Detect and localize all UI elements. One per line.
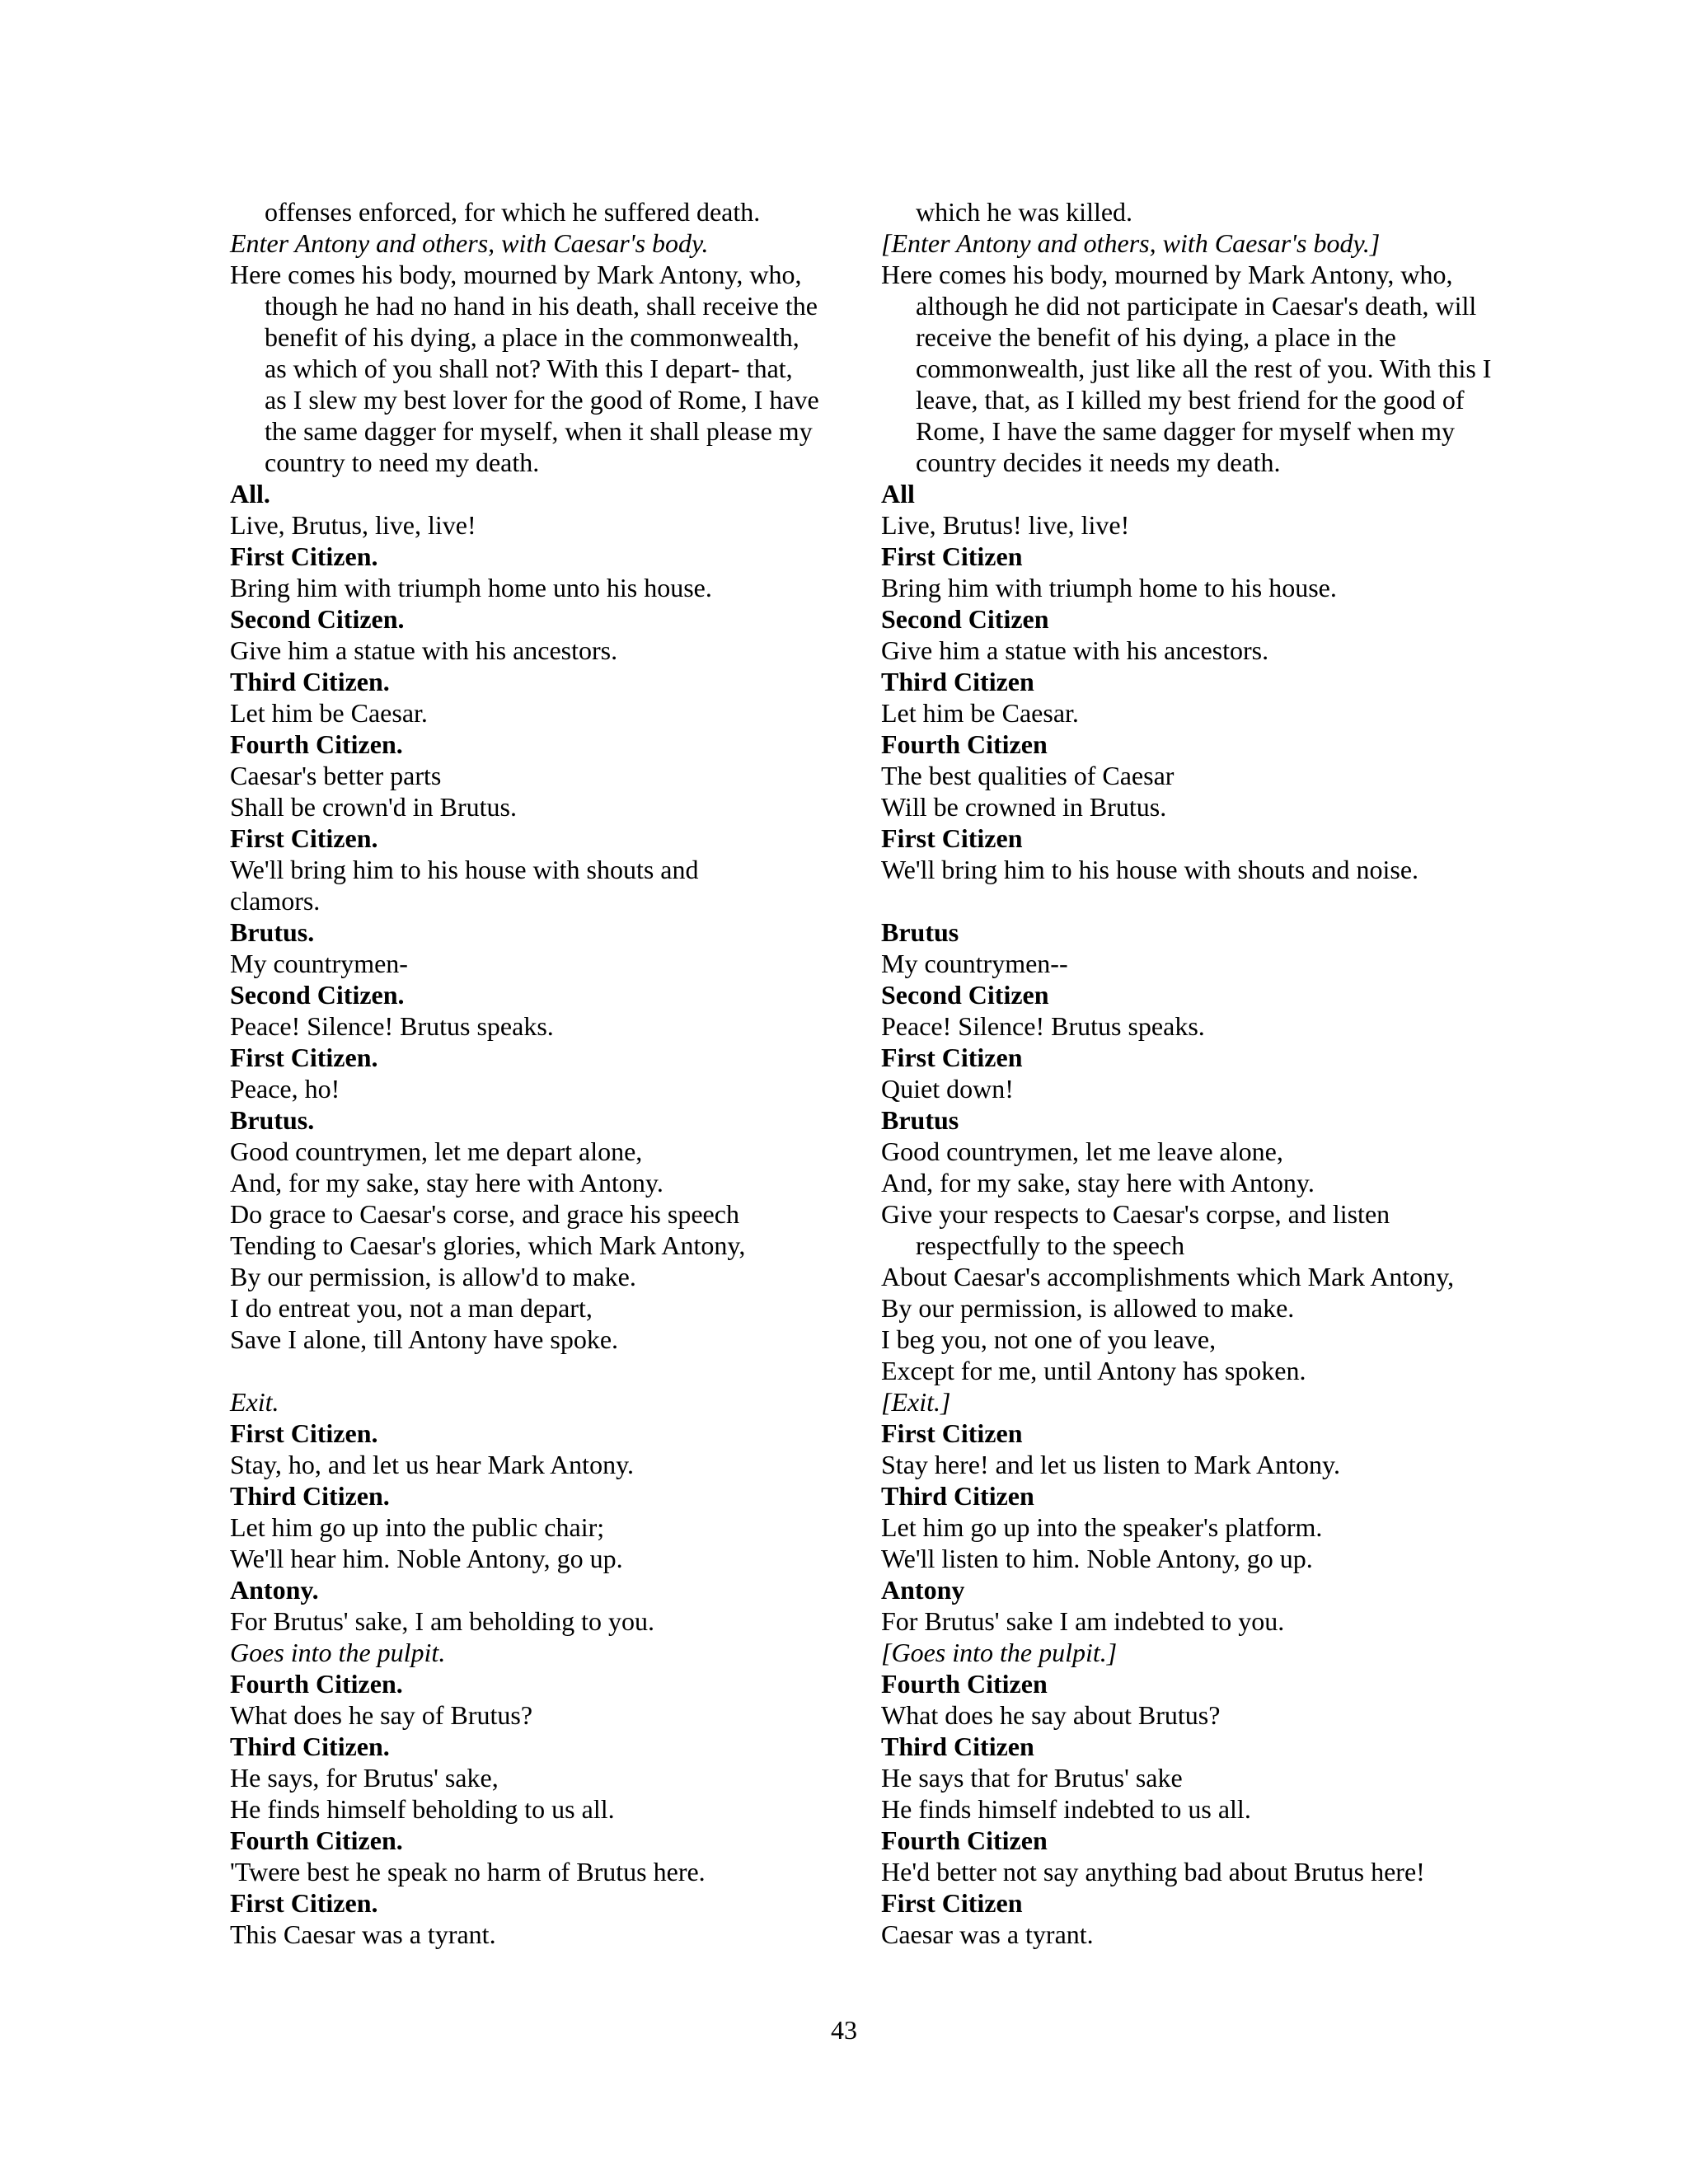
dialogue-line: We'll hear him. Noble Antony, go up. xyxy=(230,1544,623,1573)
speaker-name: Brutus xyxy=(881,917,959,947)
speaker-name: First Citizen. xyxy=(230,1043,378,1072)
dialogue-line-continued: offenses enforced, for which he suffered death. xyxy=(265,197,761,227)
dialogue-line-continued: respectfully to the speech xyxy=(916,1230,1185,1260)
speaker-name: Brutus xyxy=(881,1105,959,1135)
speaker-name: First Citizen xyxy=(881,1888,1023,1918)
dialogue-line: He finds himself indebted to us all. xyxy=(881,1794,1251,1824)
dialogue-line: We'll bring him to his house with shouts and xyxy=(230,855,699,884)
dialogue-line: Shall be crown'd in Brutus. xyxy=(230,792,517,822)
speaker-name: Fourth Citizen xyxy=(881,1669,1048,1699)
dialogue-line: Peace, ho! xyxy=(230,1074,340,1104)
speaker-name: First Citizen xyxy=(881,1418,1023,1448)
dialogue-line: Live, Brutus! live, live! xyxy=(881,510,1130,540)
speaker-name: Third Citizen xyxy=(881,1481,1034,1511)
dialogue-line: Good countrymen, let me depart alone, xyxy=(230,1137,643,1166)
dialogue-line: Peace! Silence! Brutus speaks. xyxy=(881,1011,1205,1041)
dialogue-line: Quiet down! xyxy=(881,1074,1014,1104)
dialogue-line: Will be crowned in Brutus. xyxy=(881,792,1167,822)
dialogue-line: Except for me, until Antony has spoken. xyxy=(881,1356,1306,1385)
speaker-name: Third Citizen xyxy=(881,667,1034,696)
page-number: 43 xyxy=(831,2015,857,2045)
speaker-name: Fourth Citizen xyxy=(881,729,1048,759)
dialogue-line-continued: commonwealth, just like all the rest of you. With this I xyxy=(916,354,1492,383)
speaker-name: First Citizen xyxy=(881,1043,1023,1072)
stage-direction: [Goes into the pulpit.] xyxy=(881,1638,1118,1667)
dialogue-line: Stay here! and let us listen to Mark Antony. xyxy=(881,1450,1340,1479)
dialogue-line: For Brutus' sake, I am beholding to you. xyxy=(230,1606,655,1636)
speaker-name: Third Citizen. xyxy=(230,1732,390,1761)
dialogue-line: And, for my sake, stay here with Antony. xyxy=(230,1168,663,1197)
dialogue-line: He says, for Brutus' sake, xyxy=(230,1763,499,1793)
original-text-column xyxy=(230,196,881,1950)
speaker-name: First Citizen xyxy=(881,541,1023,571)
speaker-name: Antony xyxy=(881,1575,965,1605)
dialogue-line: Let him go up into the public chair; xyxy=(230,1512,605,1542)
dialogue-line: By our permission, is allow'd to make. xyxy=(230,1262,636,1291)
speaker-name: First Citizen. xyxy=(230,1888,378,1918)
dialogue-line: Bring him with triumph home unto his house. xyxy=(230,573,712,602)
dialogue-line: And, for my sake, stay here with Antony. xyxy=(881,1168,1315,1197)
dialogue-line: Give him a statue with his ancestors. xyxy=(881,635,1269,665)
speaker-name: All xyxy=(881,479,915,509)
stage-direction: Exit. xyxy=(230,1387,279,1417)
dialogue-line: Give him a statue with his ancestors. xyxy=(230,635,618,665)
dialogue-line: What does he say about Brutus? xyxy=(881,1700,1221,1730)
speaker-name: Fourth Citizen. xyxy=(230,729,403,759)
dialogue-line: He'd better not say anything bad about Brutus here! xyxy=(881,1857,1425,1886)
speaker-name: All. xyxy=(230,479,270,509)
speaker-name: First Citizen. xyxy=(230,1418,378,1448)
speaker-name: Second Citizen. xyxy=(230,604,405,634)
dialogue-line-continued: as which of you shall not? With this I depart- that, xyxy=(265,354,793,383)
speaker-name: Antony. xyxy=(230,1575,319,1605)
dialogue-line-continued: country decides it needs my death. xyxy=(916,448,1281,477)
dialogue-line: Live, Brutus, live, live! xyxy=(230,510,476,540)
dialogue-line: 'Twere best he speak no harm of Brutus here. xyxy=(230,1857,706,1886)
speaker-name: Third Citizen. xyxy=(230,667,390,696)
dialogue-line-continued: benefit of his dying, a place in the commonwealth, xyxy=(265,322,799,352)
dialogue-line: He says that for Brutus' sake xyxy=(881,1763,1183,1793)
dialogue-line: Good countrymen, let me leave alone, xyxy=(881,1137,1283,1166)
dialogue-line: He finds himself beholding to us all. xyxy=(230,1794,615,1824)
speaker-name: Second Citizen xyxy=(881,980,1049,1010)
dialogue-line-continued: which he was killed. xyxy=(916,197,1133,227)
stage-direction: [Exit.] xyxy=(881,1387,951,1417)
dialogue-line: Give your respects to Caesar's corpse, and listen xyxy=(881,1199,1390,1229)
dialogue-line: I beg you, not one of you leave, xyxy=(881,1324,1217,1354)
dialogue-line: Let him be Caesar. xyxy=(230,698,428,728)
blank-line xyxy=(230,1355,881,1386)
dialogue-line: Let him be Caesar. xyxy=(881,698,1079,728)
speaker-name: First Citizen. xyxy=(230,541,378,571)
dialogue-line: What does he say of Brutus? xyxy=(230,1700,533,1730)
dialogue-line-continued: receive the benefit of his dying, a place in the xyxy=(916,322,1396,352)
dialogue-line-continued: although he did not participate in Caesar's death, will xyxy=(916,291,1477,321)
dialogue-line: Bring him with triumph home to his house. xyxy=(881,573,1337,602)
stage-direction: Enter Antony and others, with Caesar's body. xyxy=(230,228,709,258)
dialogue-line-continued: leave, that, as I killed my best friend for the good of xyxy=(916,385,1465,415)
dialogue-line: We'll bring him to his house with shouts and noise. xyxy=(881,855,1419,884)
speaker-name: Second Citizen xyxy=(881,604,1049,634)
dialogue-line: Tending to Caesar's glories, which Mark Antony, xyxy=(230,1230,746,1260)
dialogue-line: My countrymen-- xyxy=(881,949,1068,978)
speaker-name: Brutus. xyxy=(230,917,315,947)
dialogue-line: Stay, ho, and let us hear Mark Antony. xyxy=(230,1450,634,1479)
speaker-name: Third Citizen. xyxy=(230,1481,390,1511)
dialogue-line: For Brutus' sake I am indebted to you. xyxy=(881,1606,1285,1636)
dialogue-line: The best qualities of Caesar xyxy=(881,761,1175,790)
dialogue-line-continued: though he had no hand in his death, shall receive the xyxy=(265,291,818,321)
dialogue-line: Save I alone, till Antony have spoke. xyxy=(230,1324,619,1354)
modern-translation-column xyxy=(881,196,1532,1950)
blank-line xyxy=(881,885,1532,916)
dialogue-line-continued: the same dagger for myself, when it shall please my xyxy=(265,416,813,446)
speaker-name: First Citizen. xyxy=(230,823,378,853)
speaker-name: First Citizen xyxy=(881,823,1023,853)
speaker-name: Second Citizen. xyxy=(230,980,405,1010)
speaker-name: Fourth Citizen. xyxy=(230,1669,403,1699)
dialogue-line: My countrymen- xyxy=(230,949,408,978)
dialogue-line: This Caesar was a tyrant. xyxy=(230,1919,496,1949)
dialogue-line: Here comes his body, mourned by Mark Antony, who, xyxy=(881,260,1453,289)
dialogue-line-continued: Rome, I have the same dagger for myself when my xyxy=(916,416,1456,446)
speaker-name: Fourth Citizen xyxy=(881,1825,1048,1855)
dialogue-line: By our permission, is allowed to make. xyxy=(881,1293,1295,1323)
speaker-name: Brutus. xyxy=(230,1105,315,1135)
dialogue-line: Caesar was a tyrant. xyxy=(881,1919,1094,1949)
dialogue-line: About Caesar's accomplishments which Mark Antony, xyxy=(881,1262,1455,1291)
dialogue-line: I do entreat you, not a man depart, xyxy=(230,1293,593,1323)
dialogue-line: Peace! Silence! Brutus speaks. xyxy=(230,1011,554,1041)
dialogue-line: clamors. xyxy=(230,886,321,916)
stage-direction: Goes into the pulpit. xyxy=(230,1638,446,1667)
speaker-name: Third Citizen xyxy=(881,1732,1034,1761)
dialogue-line-continued: as I slew my best lover for the good of Rome, I have xyxy=(265,385,819,415)
dialogue-line-continued: country to need my death. xyxy=(265,448,540,477)
dialogue-line: Do grace to Caesar's corse, and grace his speech xyxy=(230,1199,739,1229)
dialogue-line: Here comes his body, mourned by Mark Antony, who, xyxy=(230,260,802,289)
dialogue-line: We'll listen to him. Noble Antony, go up. xyxy=(881,1544,1313,1573)
dialogue-line: Caesar's better parts xyxy=(230,761,442,790)
dialogue-line: Let him go up into the speaker's platform. xyxy=(881,1512,1323,1542)
stage-direction: [Enter Antony and others, with Caesar's body.] xyxy=(881,228,1381,258)
speaker-name: Fourth Citizen. xyxy=(230,1825,403,1855)
